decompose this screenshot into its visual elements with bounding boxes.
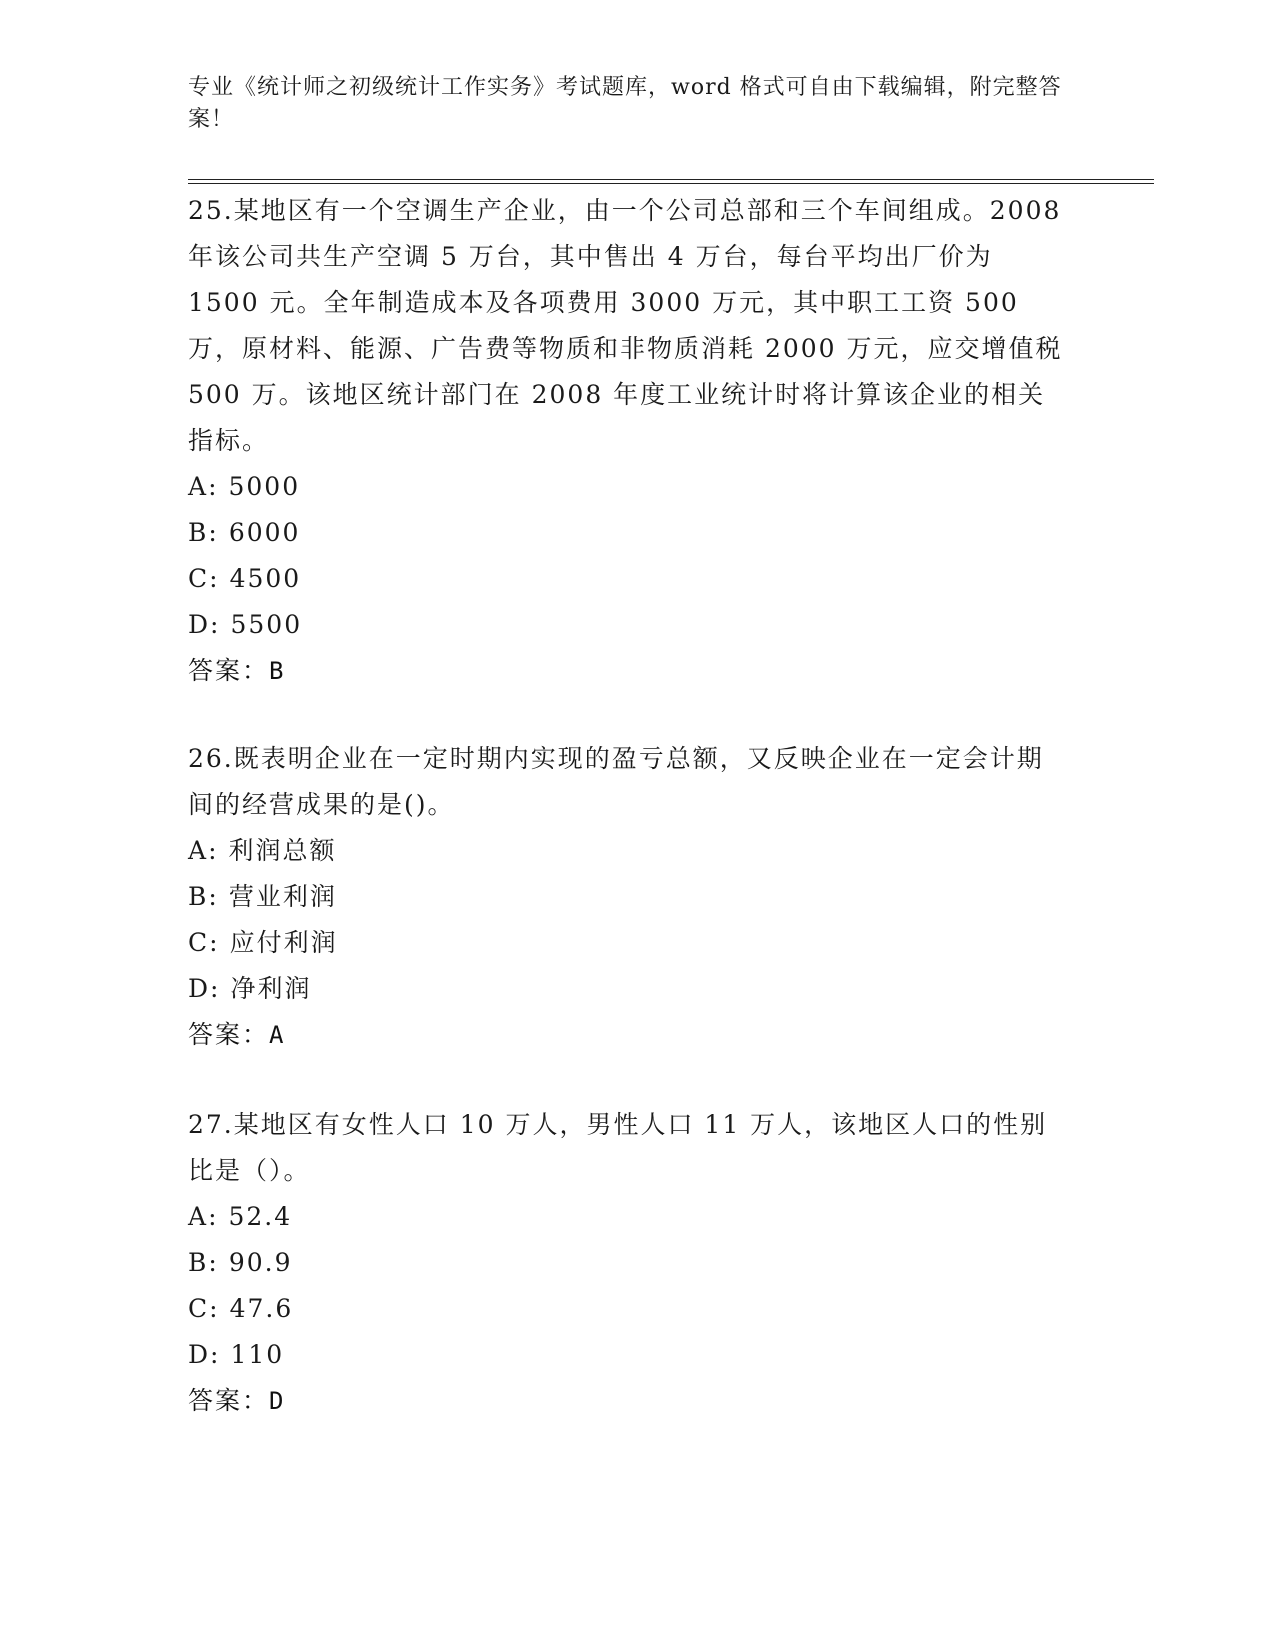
answer-value: A [269,1021,286,1049]
question-stem: 25.某地区有一个空调生产企业，由一个公司总部和三个车间组成。2008 年该公司共生产空调 5 万台，其中售出 4 万台，每台平均出厂价为 1500 元。全年制造成本及各项费用 3000 万元，其中职工工资 500 万，原材料、能源、广告费等物质和非物质消耗 2000 万元，应交增值税 500 万。该地区统计部门在 2008 年度工业统计时将计算该企业的相关指标。 [188,196,1063,455]
answer-value: B [269,657,286,685]
option-b [188,510,1068,556]
option-letter: A [188,472,209,501]
document-header: 专业《统计师之初级统计工作实务》考试题库，word 格式可自由下载编辑，附完整答案！ [188,75,1062,132]
option-text: 6000 [228,518,301,547]
option-text: 净利润 [230,974,312,1003]
option-a [188,464,1068,510]
option-c [188,920,1068,966]
option-letter: D [188,610,211,639]
option-text: 47.6 [229,1294,294,1323]
option-separator: : [210,1340,221,1369]
question-27 [188,1102,1068,1424]
answer-line [188,1378,1068,1424]
answer-line [188,1012,1068,1058]
option-b [188,1240,1068,1286]
answer-label: 答案： [188,656,270,685]
option-letter: D [188,974,211,1003]
option-letter: B [188,518,209,547]
option-separator: : [209,564,220,593]
option-c [188,1286,1068,1332]
answer-label: 答案： [188,1386,270,1415]
option-text: 营业利润 [228,882,337,911]
option-text: 4500 [229,564,302,593]
option-letter: A [188,836,209,865]
option-letter: C [188,564,210,593]
option-d [188,1332,1068,1378]
option-d [188,602,1068,648]
option-letter: C [188,928,210,957]
option-text: 5000 [228,472,301,501]
option-letter: A [188,1202,209,1231]
answer-value: D [269,1387,286,1415]
option-a [188,1194,1068,1240]
option-list [188,828,1068,1012]
question-stem: 26.既表明企业在一定时期内实现的盈亏总额，又反映企业在一定会计期间的经营成果的是()。 [188,744,1044,819]
option-text: 利润总额 [228,836,337,865]
option-separator: : [209,928,220,957]
option-letter: D [188,1340,211,1369]
option-letter: B [188,882,209,911]
option-separator: : [208,882,219,911]
option-separator: : [208,1248,219,1277]
option-text: 110 [230,1340,285,1369]
option-separator: : [208,1202,219,1231]
question-26 [188,736,1068,1058]
option-d [188,966,1068,1012]
option-text: 90.9 [228,1248,293,1277]
option-letter: B [188,1248,209,1277]
option-separator: : [208,836,219,865]
option-separator: : [208,472,219,501]
option-separator: : [209,1294,220,1323]
answer-line [188,648,1068,694]
option-text: 应付利润 [229,928,338,957]
option-separator: : [208,518,219,547]
option-letter: C [188,1294,210,1323]
option-separator: : [210,974,221,1003]
option-b [188,874,1068,920]
option-text: 5500 [230,610,303,639]
option-list [188,1194,1068,1378]
answer-label: 答案： [188,1020,270,1049]
option-a [188,828,1068,874]
option-separator: : [210,610,221,639]
header-divider-bottom [188,183,1154,184]
question-stem: 27.某地区有女性人口 10 万人，男性人口 11 万人，该地区人口的性别比是（）。 [188,1110,1048,1185]
option-list [188,464,1068,648]
option-text: 52.4 [228,1202,293,1231]
question-25 [188,188,1068,694]
option-c [188,556,1068,602]
header-divider-top [188,179,1154,180]
